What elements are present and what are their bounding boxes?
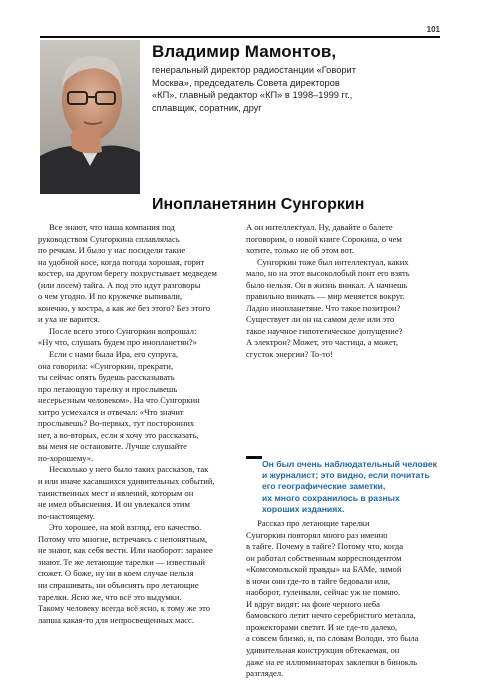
- article-title: Инопланетянин Сунгоркин: [152, 196, 365, 213]
- article-column-left: [38, 222, 238, 626]
- paragraph: А он интеллектуал. Ну, давайте о балете поговорим, о новой книге Сорокина, о чем хотите, только не об этом вот.: [246, 222, 402, 256]
- paragraph: После всего этого Сунгоркин вопрошал: «Ну что, слушать будем про инопланетян?»: [38, 325, 197, 348]
- author-name: Владимир Мамонтов,: [152, 42, 337, 61]
- pull-quote: [246, 456, 442, 514]
- paragraph: Если с нами была Ира, его супруга, она говорила: «Сунгоркин, прекрати, ты сейчас опять будешь рассказывать про летающую тарелку и прослывешь несерьезным человеком». На что Сунгоркин хитро усмехался и отвечал: «Что значит прослывешь? Во-первых, тут посторонних нет, а во-вторых, если я хочу это рассказать, вы меня не остановите. Лучше слушайте по-хорошему».: [38, 349, 200, 463]
- header-rule: [40, 36, 440, 38]
- author-bio: генеральный директор радиостанции «Говорит Москва», председатель Совета директоров «КП», главный редактор «КП» в 1998–1999 гг., сплавщик, соратник, друг: [152, 65, 356, 113]
- page-number: 101: [426, 25, 440, 34]
- author-portrait: [40, 40, 140, 194]
- paragraph: Все знают, что наша компания под руководством Сунгоркина сплавлялась по речкам. И было у нас посидели такие на удобной косе, когда погода хорошая, горит костер, на другом берегу похрустывает медведем (или лосем) тайга. А под это идут разговоры о чем угодно. И по кружечке выпивали, конечно, у костра, а как же без этого? Без этого и уха не варится.: [38, 222, 217, 325]
- paragraph: Несколько у него было таких рассказов, так и или иначе касавшихся удивительных событий, таинственных мест и явлений, которым он не имел объяснения. И он увлекался этим по-настоящему.: [38, 464, 215, 521]
- paragraph: Это хорошее, на мой взгляд, его качество. Потому что многие, встречаясь с непонятным, не знают, как себя вести. Или наоборот: заранее знают. Те же летающие тарелки — известный сюжет. О боже, ну ни в коем случае нельзя ни спрашивать, ни объяснять про летающие тарелки. Ясно же, что всё это выдумки. Такому человеку всегда всё ясно, к тому же это лапша какая-то для непросвещенных масс.: [38, 522, 213, 625]
- pull-quote-text: Он был очень наблюдательный человек и журналист; это видно, если почитать его географические заметки, их много сохранилось в разных хороших изданиях.: [262, 459, 437, 514]
- paragraph: Сунгоркин тоже был интеллектуал, каких мало, но на этот высоколобый понт его взять было нельзя. Он в жизнь вникал. А начнешь правильно вникать — мир меняется вокруг. Ладно инопланетяне. Что такое позитрон? Существует ли он на самом деле или это такое научное гипотетическое допущение? А электрон? Может, это частица, а может, сгусток энергии? То-то!: [246, 256, 410, 360]
- pull-quote-bar: [246, 456, 262, 459]
- article-column-right: [246, 222, 442, 361]
- article-column-right-lower: [246, 518, 442, 680]
- paragraph: Рассказ про летающие тарелки Сунгоркин повторял много раз именно в тайге. Почему в тайге? Потому что, когда он работал собственным корреспондентом «Комсомольской правды» на БАМе, зимой в ночи они где-то в тайге бедовали или, наоборот, гуленвали, сейчас уж не помню. И вдруг видят: на фоне черного неба бамовского летит нечто серебристого металла, прожекторами светит. И не где-то далеко, а совсем близко, и, по словам Володи, это была удивительная конструкция обтекаемая, он даже на ее иллюминаторах заклепки в бинокль разглядел.: [246, 518, 419, 679]
